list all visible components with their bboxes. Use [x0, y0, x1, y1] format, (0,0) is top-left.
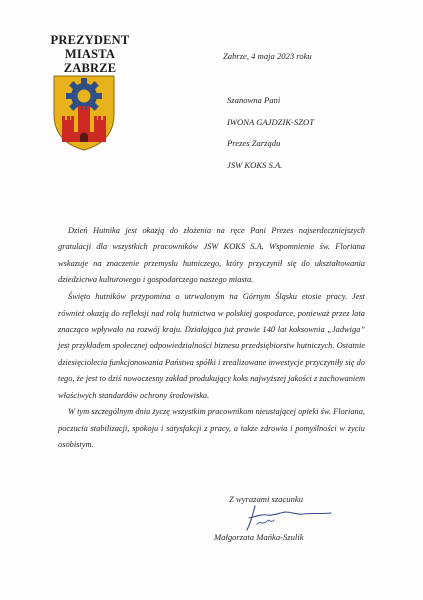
- closing-phrase: Z wyrazami szacunku: [229, 494, 304, 504]
- letter-date: Zabrze, 4 maja 2023 roku: [223, 51, 312, 61]
- body-paragraph-2: Święto hutników przypomina o utrwalonym na Górnym Śląsku etosie pracy. Jest również okazją do refleksji nad rolą hutnictwa w polskiej gospodarce, ponieważ przez lata znacząco wpływało na rozwój kraju. Działająca już prawie 140 lat koksownia „Jadwiga” jest przykładem społecznej odpowiedzialności biznesu przedsiębiorstw hutniczych. Ostatnie dziesięciolecia funkcjonowania Państwa spółki i zrealizowane inwestycje przyczyniły się do tego, że jest to dziś nowoczesny zakład produkujący koks najwyższej jakości z zachowaniem właściwych standardów ochrony środowiska.: [58, 292, 365, 400]
- recipient-position: Prezes Zarządu: [227, 138, 281, 148]
- recipient-salutation: Szanowna Pani: [227, 95, 281, 105]
- signer-name: Małgorzata Mańka-Szulik: [214, 532, 304, 542]
- handwritten-signature-icon: [233, 504, 333, 532]
- letterhead-title: [40, 33, 140, 75]
- zabrze-coat-of-arms-icon: [52, 74, 116, 152]
- body-paragraph-3: W tym szczególnym dniu życzę wszystkim pracownikom nieustającej opieki św. Floriana, poczucia stabilizacji, spokoju i satysfakcji z pracy, a także zdrowia i pomyślności w życiu osobistym.: [58, 407, 365, 450]
- recipient-company: JSW KOKS S.A.: [227, 159, 283, 170]
- recipient-name: IWONA GAJDZIK-SZOT: [227, 116, 314, 127]
- letterhead-title-line1: PREZYDENT: [50, 33, 130, 47]
- body-paragraph-1: Dzień Hutnika jest okazją do złożenia na ręce Pani Prezes najserdeczniejszych gratulacji dla wszystkich pracowników JSW KOKS S.A. Wspomnienie św. Floriana wskazuje na znaczenie przemysłu hutniczego, który przyczynił się do ukształtowania dziedzictwa kulturowego i gospodarczego naszego miasta.: [58, 226, 365, 285]
- letter-body: [58, 223, 365, 454]
- recipient-block: [227, 90, 314, 176]
- letterhead-title-line2: MIASTA ZABRZE: [63, 47, 117, 75]
